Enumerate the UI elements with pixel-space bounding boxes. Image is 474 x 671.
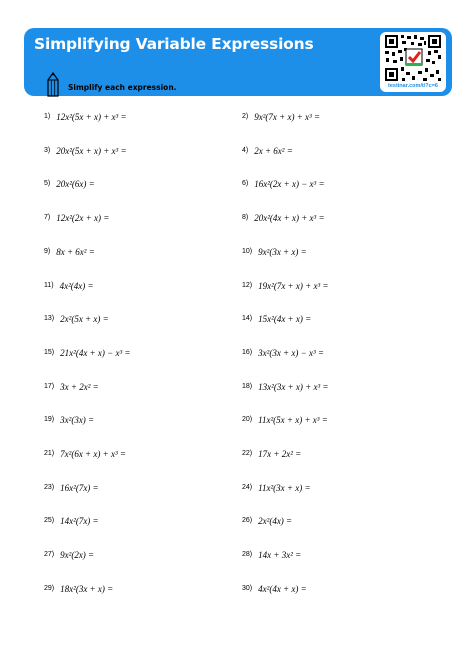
page-title: Simplifying Variable Expressions: [34, 35, 314, 53]
problem-expression: 2x²(4x) =: [258, 516, 293, 527]
problem-item: [44, 582, 113, 596]
problem-item: [242, 447, 301, 461]
problem-expression: 12x²(2x + x) =: [56, 213, 110, 224]
problem-expression: 21x²(4x + x) − x³ =: [60, 347, 131, 358]
problem-expression: 12x²(5x + x) + x³ =: [56, 112, 127, 122]
problem-number: 14): [242, 315, 253, 323]
problem-number: 8): [242, 214, 249, 222]
problem-item: [242, 582, 307, 596]
problem-item: [44, 110, 127, 124]
problem-number: 3): [44, 146, 51, 154]
problem-expression: 15x²(4x + x) =: [258, 314, 312, 325]
problem-item: [44, 177, 95, 191]
problem-item: [44, 312, 109, 326]
problem-expression: 19x²(7x + x) + x³ =: [258, 280, 329, 291]
problem-number: 19): [44, 416, 55, 424]
problem-number: 7): [44, 214, 51, 222]
problem-item: [242, 312, 311, 326]
problem-number: 25): [44, 517, 55, 525]
problem-number: 30): [242, 584, 253, 592]
problem-expression: 11x²(5x + x) + x³ =: [258, 415, 328, 426]
problem-item: [242, 413, 328, 427]
problem-item: [44, 211, 109, 225]
problem-number: 12): [242, 281, 253, 289]
problem-number: 17): [44, 382, 55, 390]
problem-number: 11): [44, 281, 54, 289]
problem-expression: 2x + 6x² =: [254, 145, 293, 156]
problem-item: [44, 245, 95, 259]
problem-expression: 9x²(3x + x) =: [258, 246, 307, 257]
qr-url-text[interactable]: testinar.com/t/?c=6: [388, 83, 438, 89]
problem-item: [242, 245, 307, 259]
problem-expression: 14x²(7x) =: [60, 516, 99, 527]
problem-number: 27): [44, 551, 55, 559]
problem-item: [242, 144, 293, 158]
problem-number: 6): [242, 180, 249, 188]
instructions-text: Simplify each expression.: [68, 83, 177, 92]
problem-number: 20): [242, 416, 253, 424]
problem-expression: 14x + 3x² =: [258, 550, 302, 561]
problem-item: [44, 279, 94, 293]
problem-item: [242, 380, 328, 394]
problem-expression: 18x²(3x + x) =: [60, 583, 114, 594]
problem-item: [44, 548, 94, 562]
problem-expression: 2x²(5x + x) =: [60, 314, 109, 325]
problem-number: 16): [242, 348, 253, 356]
problem-expression: 3x + 2x² =: [60, 381, 99, 392]
problem-number: 29): [44, 584, 55, 592]
problem-expression: 11x²(3x + x) =: [258, 482, 311, 493]
problem-number: 15): [44, 348, 55, 356]
problem-expression: 9x²(2x) =: [60, 550, 95, 561]
problem-expression: 20x²(4x + x) + x³ =: [254, 213, 325, 224]
problem-expression: 17x + 2x² =: [258, 449, 302, 459]
problem-number: 1): [44, 113, 51, 120]
qr-code-icon: [384, 34, 442, 82]
problem-number: 4): [242, 146, 249, 154]
problem-item: [44, 380, 99, 394]
problem-expression: 20x²(5x + x) + x³ =: [56, 145, 127, 156]
problem-number: 10): [242, 247, 253, 255]
problem-item: [44, 481, 99, 495]
problem-expression: 4x²(4x) =: [59, 280, 94, 291]
problem-item: [242, 211, 325, 225]
problem-number: 13): [44, 315, 55, 323]
qr-code-card[interactable]: [380, 32, 446, 92]
problem-item: [44, 144, 127, 158]
problem-item: [242, 481, 311, 495]
problem-number: 26): [242, 517, 253, 525]
problem-expression: 7x²(6x + x) + x³ =: [60, 449, 126, 459]
problem-item: [242, 177, 325, 191]
problem-item: [242, 279, 328, 293]
problem-item: [242, 110, 320, 124]
problem-item: [242, 346, 324, 360]
problem-number: 9): [44, 247, 51, 255]
problem-number: 5): [44, 180, 51, 188]
problem-expression: 3x²(3x + x) − x³ =: [258, 347, 324, 358]
problem-number: 22): [242, 450, 253, 457]
problem-item: [44, 514, 99, 528]
problem-expression: 8x + 6x² =: [56, 246, 95, 257]
problem-number: 18): [242, 382, 253, 390]
problem-expression: 16x²(2x + x) − x³ =: [254, 179, 325, 190]
problem-expression: 20x²(6x) =: [56, 179, 95, 190]
problem-expression: 13x²(3x + x) + x³ =: [258, 381, 329, 392]
problem-expression: 16x²(7x) =: [60, 482, 99, 493]
problem-number: 21): [44, 450, 55, 457]
problem-expression: 3x²(3x) =: [60, 415, 95, 426]
problem-item: [44, 346, 130, 360]
pencil-icon: [46, 72, 60, 98]
problem-expression: 4x²(4x + x) =: [258, 583, 307, 594]
problem-item: [44, 413, 94, 427]
problem-number: 24): [242, 483, 253, 491]
problem-number: 28): [242, 551, 253, 559]
problem-item: [242, 514, 292, 528]
problem-number: 2): [242, 113, 249, 120]
problem-item: [242, 548, 301, 562]
problem-number: 23): [44, 483, 55, 491]
problem-item: [44, 447, 126, 461]
problem-expression: 9x²(7x + x) + x³ =: [254, 112, 321, 122]
